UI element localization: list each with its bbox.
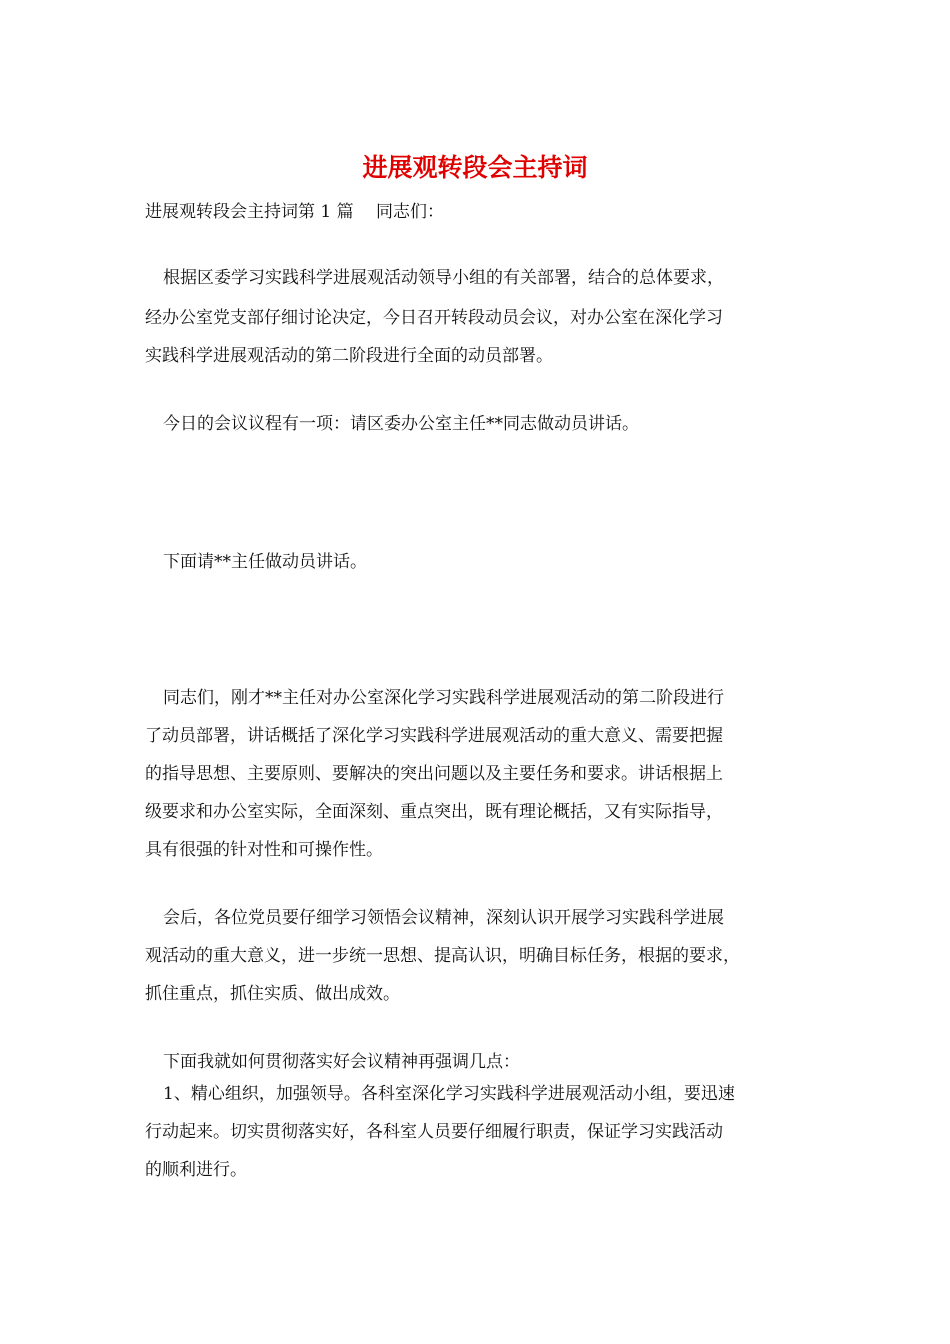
paragraph-line: 下面我就如何贯彻落实好会议精神再强调几点：	[163, 1052, 520, 1072]
paragraph-line: 根据区委学习实践科学进展观活动领导小组的有关部署，结合的总体要求，	[163, 268, 724, 288]
paragraph-line: 经办公室党支部仔细讨论决定，今日召开转段动员会议，对办公室在深化学习	[145, 308, 723, 328]
paragraph-line: 的指导思想、主要原则、要解决的突出问题以及主要任务和要求。讲话根据上	[145, 764, 723, 784]
paragraph-line: 行动起来。切实贯彻落实好，各科室人员要仔细履行职责，保证学习实践活动	[145, 1122, 723, 1142]
subtitle-line: 进展观转段会主持词第 1 篇 同志们：	[145, 202, 445, 222]
paragraph-line: 下面请**主任做动员讲话。	[163, 552, 367, 572]
paragraph-line: 会后，各位党员要仔细学习领悟会议精神，深刻认识开展学习实践科学进展	[163, 908, 724, 928]
paragraph-line: 具有很强的针对性和可操作性。	[145, 840, 383, 860]
paragraph-line: 同志们，刚才**主任对办公室深化学习实践科学进展观活动的第二阶段进行	[163, 688, 724, 708]
paragraph-line: 实践科学进展观活动的第二阶段进行全面的动员部署。	[145, 346, 553, 366]
paragraph-line: 了动员部署，讲话概括了深化学习实践科学进展观活动的重大意义、需要把握	[145, 726, 723, 746]
paragraph-line: 今日的会议议程有一项：请区委办公室主任**同志做动员讲话。	[163, 414, 639, 434]
paragraph-line: 级要求和办公室实际，全面深刻、重点突出，既有理论概括，又有实际指导，	[145, 802, 723, 822]
document-title: 进展观转段会主持词	[362, 153, 588, 182]
paragraph-line: 抓住重点，抓住实质、做出成效。	[145, 984, 400, 1004]
paragraph-line: 1、精心组织，加强领导。各科室深化学习实践科学进展观活动小组，要迅速	[163, 1084, 735, 1104]
paragraph-line: 的顺利进行。	[145, 1160, 247, 1180]
paragraph-line: 观活动的重大意义，进一步统一思想、提高认识，明确目标任务，根据的要求，	[145, 946, 740, 966]
